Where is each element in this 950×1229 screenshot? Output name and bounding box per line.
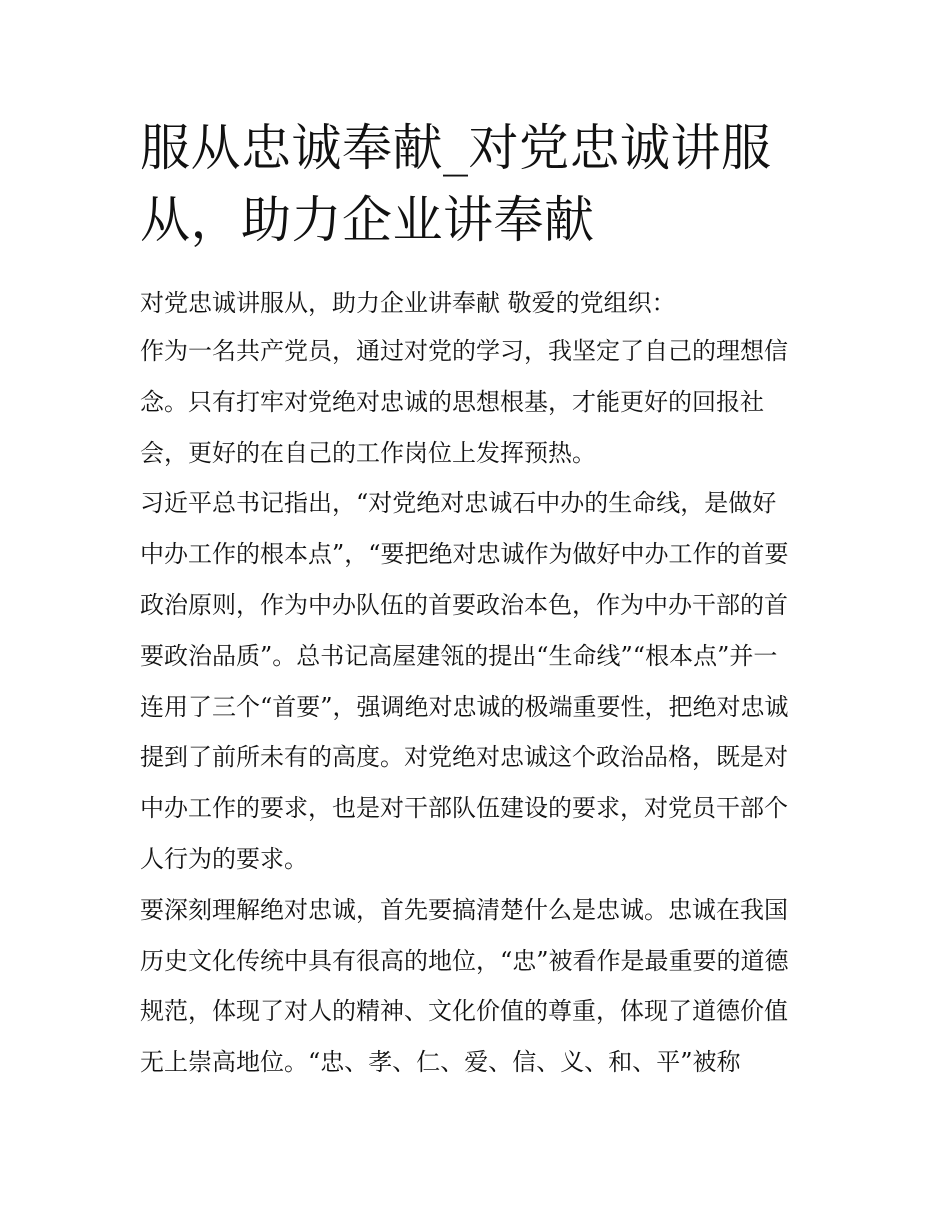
body-line: 要政治品质”。总书记高屋建瓴的提出“生命线”“根本点”并一 [140,641,778,670]
body-line: 习近平总书记指出，“对党绝对忠诚石中办的生命线，是做好 [140,489,777,518]
body-line: 中办工作的要求，也是对干部队伍建设的要求，对党员干部个 [140,794,788,823]
title-line-1: 服从忠诚奉献_对党忠诚讲服 [140,119,772,177]
body-line: 历史文化传统中具有很高的地位，“忠”被看作是最重要的道德 [140,946,789,975]
body-line: 会，更好的在自己的工作岗位上发挥预热。 [140,438,596,467]
body-line: 中办工作的根本点”，“要把绝对忠诚作为做好中办工作的首要 [140,540,789,569]
title-line-2: 从，助力企业讲奉献 [140,191,595,249]
body-line: 要深刻理解绝对忠诚，首先要搞清楚什么是忠诚。忠诚在我国 [140,895,788,924]
body-line: 人行为的要求。 [140,844,308,873]
body-line: 念。只有打牢对党绝对忠诚的思想根基，才能更好的回报社 [140,387,764,416]
body-line: 连用了三个“首要”，强调绝对忠诚的极端重要性，把绝对忠诚 [140,692,789,721]
body-line: 规范，体现了对人的精神、文化价值的尊重，体现了道德价值 [140,997,788,1026]
document-body [140,281,820,1091]
body-line: 政治原则，作为中办队伍的首要政治本色，作为中办干部的首 [140,590,788,619]
body-line: 对党忠诚讲服从，助力企业讲奉献 敬爱的党组织： [140,289,676,317]
body-line: 提到了前所未有的高度。对党绝对忠诚这个政治品格，既是对 [140,743,788,772]
body-line: 无上崇高地位。“忠、孝、仁、爱、信、义、和、平”被称 [140,1048,741,1077]
body-line: 作为一名共产党员，通过对党的学习，我坚定了自己的理想信 [140,337,788,365]
document-title [140,112,820,256]
